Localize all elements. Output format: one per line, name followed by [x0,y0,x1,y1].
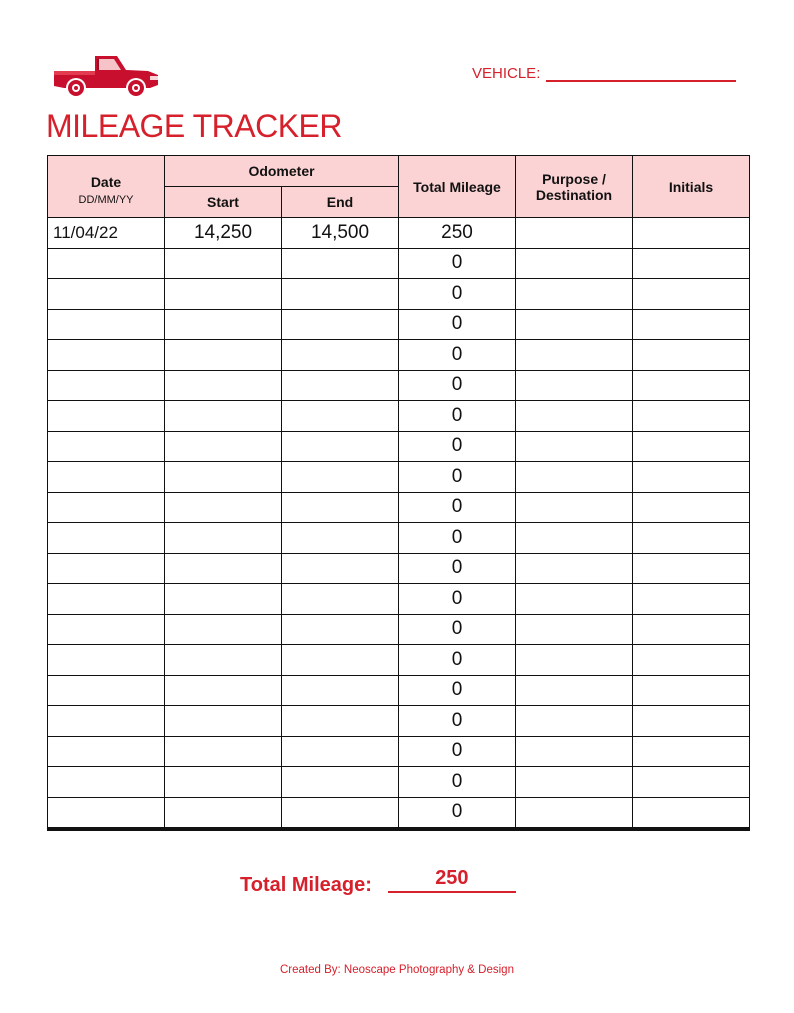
date-cell[interactable] [48,736,165,767]
total-mileage-cell: 0 [399,401,516,432]
odometer-start-cell[interactable] [165,736,282,767]
odometer-end-cell[interactable] [282,248,399,279]
date-cell[interactable] [48,279,165,310]
purpose-cell[interactable] [516,401,633,432]
table-row [48,736,750,767]
odometer-start-cell[interactable] [165,340,282,371]
odometer-start-cell[interactable] [165,431,282,462]
table-row [48,767,750,798]
table-row [48,462,750,493]
odometer-end-cell[interactable] [282,614,399,645]
odometer-end-cell[interactable] [282,584,399,615]
initials-cell[interactable] [633,553,750,584]
table-row [48,797,750,829]
odometer-start-cell[interactable] [165,584,282,615]
odometer-end-cell[interactable] [282,431,399,462]
initials-cell[interactable] [633,736,750,767]
odometer-start-cell[interactable] [165,675,282,706]
table-row [48,645,750,676]
table-row [48,309,750,340]
table-row [48,706,750,737]
total-mileage-cell: 0 [399,706,516,737]
initials-cell[interactable] [633,218,750,249]
odometer-start-header: Start [165,187,282,218]
odometer-start-cell[interactable] [165,401,282,432]
odometer-start-cell[interactable] [165,248,282,279]
initials-cell[interactable] [633,767,750,798]
odometer-start-cell[interactable] [165,614,282,645]
odometer-end-cell[interactable] [282,340,399,371]
purpose-cell[interactable] [516,797,633,829]
pickup-truck-icon [50,50,162,100]
initials-cell[interactable] [633,645,750,676]
table-row [48,340,750,371]
total-mileage-cell: 0 [399,309,516,340]
total-mileage-cell: 0 [399,431,516,462]
purpose-cell[interactable] [516,340,633,371]
odometer-end-cell[interactable] [282,462,399,493]
purpose-cell[interactable] [516,279,633,310]
purpose-cell[interactable] [516,309,633,340]
purpose-cell[interactable] [516,645,633,676]
total-mileage-cell: 0 [399,736,516,767]
purpose-header: Purpose / Destination [516,156,633,218]
table-row [48,370,750,401]
vehicle-label: VEHICLE: [472,65,541,82]
initials-cell[interactable] [633,492,750,523]
date-cell[interactable] [48,767,165,798]
odometer-end-cell[interactable] [282,675,399,706]
odometer-start-cell[interactable] [165,553,282,584]
vehicle-field [472,65,736,82]
table-row [48,401,750,432]
total-mileage-label: Total Mileage: [240,874,372,896]
table-row [48,614,750,645]
total-mileage-cell: 0 [399,614,516,645]
total-mileage-cell: 0 [399,675,516,706]
date-cell[interactable] [48,675,165,706]
table-row [48,218,750,249]
date-cell[interactable] [48,584,165,615]
date-cell[interactable] [48,340,165,371]
odometer-end-cell[interactable]: 14,500 [282,218,399,249]
total-mileage-summary [240,867,516,897]
odometer-header: Odometer [165,156,399,187]
odometer-end-cell[interactable] [282,767,399,798]
odometer-end-cell[interactable] [282,309,399,340]
page-title: MILEAGE TRACKER [46,108,342,144]
purpose-cell[interactable] [516,492,633,523]
purpose-cell[interactable] [516,431,633,462]
table-row [48,584,750,615]
odometer-end-cell[interactable] [282,492,399,523]
purpose-cell[interactable] [516,614,633,645]
vehicle-input-line[interactable] [546,66,736,82]
odometer-end-cell[interactable] [282,523,399,554]
total-mileage-cell: 0 [399,248,516,279]
initials-cell[interactable] [633,401,750,432]
odometer-start-cell[interactable] [165,370,282,401]
odometer-end-cell[interactable] [282,401,399,432]
date-header [48,156,165,218]
date-cell[interactable] [48,553,165,584]
date-cell[interactable] [48,401,165,432]
total-mileage-cell: 0 [399,279,516,310]
table-row [48,248,750,279]
odometer-start-cell[interactable] [165,706,282,737]
initials-cell[interactable] [633,279,750,310]
odometer-end-cell[interactable] [282,706,399,737]
total-mileage-header: Total Mileage [399,156,516,218]
date-cell[interactable] [48,431,165,462]
odometer-start-cell[interactable]: 14,250 [165,218,282,249]
odometer-start-cell[interactable] [165,309,282,340]
table-row [48,431,750,462]
purpose-cell[interactable] [516,523,633,554]
initials-cell[interactable] [633,523,750,554]
odometer-end-cell[interactable] [282,279,399,310]
date-cell[interactable] [48,614,165,645]
initials-cell[interactable] [633,675,750,706]
date-cell[interactable] [48,492,165,523]
total-mileage-cell: 0 [399,645,516,676]
total-mileage-cell: 0 [399,523,516,554]
odometer-end-cell[interactable] [282,370,399,401]
odometer-start-cell[interactable] [165,767,282,798]
odometer-start-cell[interactable] [165,492,282,523]
date-cell[interactable] [48,797,165,829]
total-mileage-cell: 0 [399,797,516,829]
initials-cell[interactable] [633,462,750,493]
date-header-label: Date [90,174,122,190]
purpose-cell[interactable] [516,248,633,279]
total-mileage-cell: 0 [399,553,516,584]
footer-credit: Created By: Neoscape Photography & Design [280,964,514,976]
table-row [48,279,750,310]
mileage-log-rows [48,218,750,830]
odometer-end-cell[interactable] [282,797,399,829]
purpose-cell[interactable] [516,736,633,767]
purpose-cell[interactable] [516,462,633,493]
total-mileage-cell: 0 [399,340,516,371]
initials-cell[interactable] [633,584,750,615]
purpose-cell[interactable] [516,584,633,615]
odometer-end-header: End [282,187,399,218]
purpose-cell[interactable] [516,767,633,798]
purpose-cell[interactable] [516,553,633,584]
date-cell[interactable]: 11/04/22 [48,218,165,249]
total-mileage-cell: 250 [399,218,516,249]
initials-cell[interactable] [633,614,750,645]
total-mileage-cell: 0 [399,370,516,401]
odometer-start-cell[interactable] [165,279,282,310]
odometer-start-cell[interactable] [165,797,282,829]
initials-cell[interactable] [633,340,750,371]
purpose-cell[interactable] [516,218,633,249]
total-mileage-cell: 0 [399,462,516,493]
table-row [48,523,750,554]
odometer-end-cell[interactable] [282,736,399,767]
odometer-start-cell[interactable] [165,645,282,676]
date-cell[interactable] [48,462,165,493]
total-mileage-cell: 0 [399,767,516,798]
odometer-end-cell[interactable] [282,645,399,676]
odometer-end-cell[interactable] [282,553,399,584]
initials-cell[interactable] [633,431,750,462]
initials-cell[interactable] [633,706,750,737]
purpose-cell[interactable] [516,706,633,737]
odometer-start-cell[interactable] [165,523,282,554]
date-cell[interactable] [48,645,165,676]
total-mileage-cell: 0 [399,492,516,523]
date-cell[interactable] [48,309,165,340]
initials-header: Initials [633,156,750,218]
initials-cell[interactable] [633,797,750,829]
table-row [48,492,750,523]
table-row [48,675,750,706]
date-cell[interactable] [48,248,165,279]
initials-cell[interactable] [633,309,750,340]
initials-cell[interactable] [633,248,750,279]
purpose-cell[interactable] [516,675,633,706]
date-cell[interactable] [48,523,165,554]
total-mileage-cell: 0 [399,584,516,615]
total-mileage-value: 250 [388,866,516,893]
purpose-cell[interactable] [516,370,633,401]
mileage-log-table [47,155,750,831]
initials-cell[interactable] [633,370,750,401]
date-cell[interactable] [48,706,165,737]
table-row [48,553,750,584]
odometer-start-cell[interactable] [165,462,282,493]
date-format-hint: DD/MM/YY [78,194,134,206]
date-cell[interactable] [48,370,165,401]
